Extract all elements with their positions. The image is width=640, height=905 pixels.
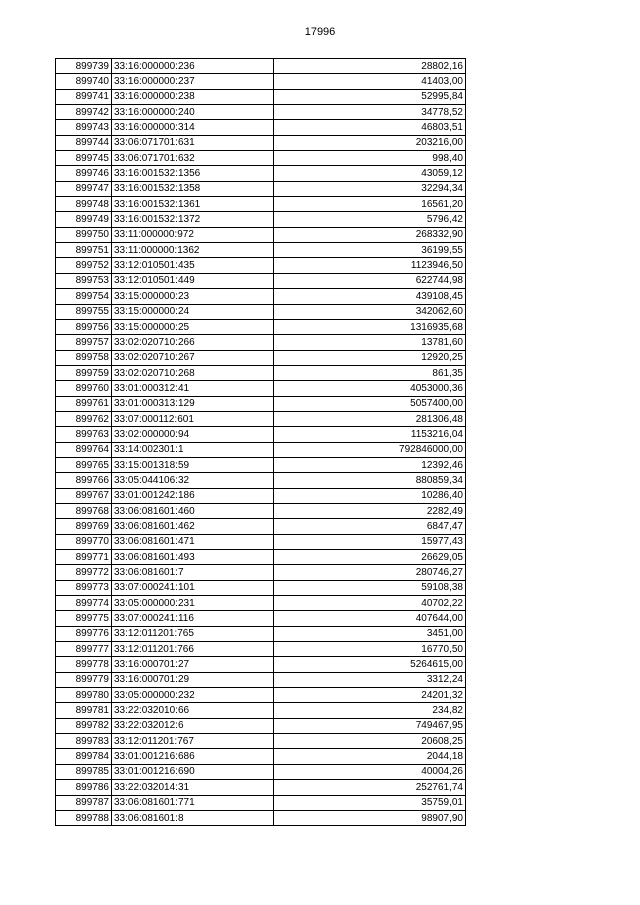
row-number-cell: 899788 — [56, 810, 112, 825]
table-row — [56, 795, 466, 810]
cadastral-value-cell: 234,82 — [274, 703, 466, 718]
cadastral-value-cell: 59108,38 — [274, 580, 466, 595]
table-row — [56, 764, 466, 779]
row-number-cell: 899747 — [56, 181, 112, 196]
cadastral-value-cell: 4053000,36 — [274, 381, 466, 396]
table-row — [56, 519, 466, 534]
cadastral-value-cell: 1153216,04 — [274, 427, 466, 442]
cadastral-number-cell: 33:22:032012:6 — [112, 718, 274, 733]
table-body — [56, 59, 466, 826]
table-row — [56, 289, 466, 304]
cadastral-number-cell: 33:02:020710:266 — [112, 335, 274, 350]
row-number-cell: 899762 — [56, 411, 112, 426]
cadastral-number-cell: 33:06:071701:632 — [112, 151, 274, 166]
row-number-cell: 899740 — [56, 74, 112, 89]
cadastral-value-cell: 622744,98 — [274, 273, 466, 288]
row-number-cell: 899743 — [56, 120, 112, 135]
table-row — [56, 59, 466, 74]
table-row — [56, 550, 466, 565]
cadastral-number-cell: 33:06:081601:7 — [112, 565, 274, 580]
cadastral-value-cell: 998,40 — [274, 151, 466, 166]
cadastral-value-cell: 5796,42 — [274, 212, 466, 227]
cadastral-number-cell: 33:02:020710:268 — [112, 365, 274, 380]
table-row — [56, 749, 466, 764]
cadastral-number-cell: 33:01:000313:129 — [112, 396, 274, 411]
table-row — [56, 273, 466, 288]
table-row — [56, 243, 466, 258]
table-row — [56, 703, 466, 718]
cadastral-value-cell: 5264615,00 — [274, 657, 466, 672]
cadastral-value-cell: 40004,26 — [274, 764, 466, 779]
cadastral-number-cell: 33:05:000000:231 — [112, 596, 274, 611]
cadastral-value-cell: 280746,27 — [274, 565, 466, 580]
table-row — [56, 151, 466, 166]
cadastral-value-cell: 3312,24 — [274, 672, 466, 687]
cadastral-value-cell: 10286,40 — [274, 488, 466, 503]
table-row — [56, 135, 466, 150]
cadastral-number-cell: 33:15:000000:25 — [112, 319, 274, 334]
table-row — [56, 89, 466, 104]
row-number-cell: 899761 — [56, 396, 112, 411]
cadastral-number-cell: 33:06:081601:471 — [112, 534, 274, 549]
table-row — [56, 457, 466, 472]
cadastral-value-cell: 34778,52 — [274, 105, 466, 120]
cadastral-number-cell: 33:06:081601:493 — [112, 550, 274, 565]
table-row — [56, 488, 466, 503]
table-row — [56, 565, 466, 580]
row-number-cell: 899744 — [56, 135, 112, 150]
cadastral-number-cell: 33:16:000000:238 — [112, 89, 274, 104]
table-row — [56, 718, 466, 733]
page-number: 17996 — [304, 26, 336, 38]
table-row — [56, 503, 466, 518]
table-row — [56, 120, 466, 135]
cadastral-number-cell: 33:06:081601:771 — [112, 795, 274, 810]
cadastral-number-cell: 33:01:001242:186 — [112, 488, 274, 503]
cadastral-number-cell: 33:16:001532:1372 — [112, 212, 274, 227]
cadastral-number-cell: 33:12:011201:766 — [112, 642, 274, 657]
row-number-cell: 899750 — [56, 227, 112, 242]
row-number-cell: 899773 — [56, 580, 112, 595]
table-row — [56, 105, 466, 120]
cadastral-number-cell: 33:16:000000:236 — [112, 59, 274, 74]
table-row — [56, 335, 466, 350]
row-number-cell: 899771 — [56, 550, 112, 565]
cadastral-number-cell: 33:16:000701:27 — [112, 657, 274, 672]
cadastral-value-cell: 252761,74 — [274, 780, 466, 795]
row-number-cell: 899748 — [56, 197, 112, 212]
table-row — [56, 611, 466, 626]
table-row — [56, 258, 466, 273]
cadastral-value-cell: 36199,55 — [274, 243, 466, 258]
row-number-cell: 899755 — [56, 304, 112, 319]
table-row — [56, 442, 466, 457]
row-number-cell: 899782 — [56, 718, 112, 733]
cadastral-value-cell: 2044,18 — [274, 749, 466, 764]
cadastral-number-cell: 33:06:081601:462 — [112, 519, 274, 534]
cadastral-value-cell: 16770,50 — [274, 642, 466, 657]
table-row — [56, 212, 466, 227]
table-row — [56, 626, 466, 641]
row-number-cell: 899751 — [56, 243, 112, 258]
table-row — [56, 227, 466, 242]
row-number-cell: 899745 — [56, 151, 112, 166]
cadastral-number-cell: 33:16:000000:240 — [112, 105, 274, 120]
table-row — [56, 473, 466, 488]
cadastral-value-cell: 13781,60 — [274, 335, 466, 350]
table-row — [56, 810, 466, 825]
table-row — [56, 381, 466, 396]
cadastral-value-cell: 6847,47 — [274, 519, 466, 534]
row-number-cell: 899763 — [56, 427, 112, 442]
cadastral-value-cell: 749467,95 — [274, 718, 466, 733]
cadastral-number-cell: 33:16:001532:1356 — [112, 166, 274, 181]
row-number-cell: 899758 — [56, 350, 112, 365]
cadastral-value-cell: 203216,00 — [274, 135, 466, 150]
cadastral-value-cell: 1316935,68 — [274, 319, 466, 334]
cadastral-number-cell: 33:01:000312:41 — [112, 381, 274, 396]
table-row — [56, 534, 466, 549]
row-number-cell: 899754 — [56, 289, 112, 304]
row-number-cell: 899759 — [56, 365, 112, 380]
cadastral-value-cell: 1123946,50 — [274, 258, 466, 273]
row-number-cell: 899757 — [56, 335, 112, 350]
cadastral-number-cell: 33:07:000241:116 — [112, 611, 274, 626]
table-row — [56, 396, 466, 411]
cadastral-value-cell: 35759,01 — [274, 795, 466, 810]
cadastral-value-cell: 439108,45 — [274, 289, 466, 304]
cadastral-number-cell: 33:12:011201:765 — [112, 626, 274, 641]
row-number-cell: 899765 — [56, 457, 112, 472]
cadastral-value-cell: 32294,34 — [274, 181, 466, 196]
cadastral-number-cell: 33:15:001318:59 — [112, 457, 274, 472]
cadastral-value-cell: 281306,48 — [274, 411, 466, 426]
cadastral-number-cell: 33:16:000000:314 — [112, 120, 274, 135]
row-number-cell: 899779 — [56, 672, 112, 687]
cadastral-value-cell: 5057400,00 — [274, 396, 466, 411]
table-row — [56, 319, 466, 334]
table-row — [56, 350, 466, 365]
row-number-cell: 899778 — [56, 657, 112, 672]
cadastral-value-cell: 52995,84 — [274, 89, 466, 104]
table-row — [56, 197, 466, 212]
table-row — [56, 672, 466, 687]
table-row — [56, 657, 466, 672]
cadastral-number-cell: 33:16:000701:29 — [112, 672, 274, 687]
table-row — [56, 427, 466, 442]
cadastral-value-cell: 342062,60 — [274, 304, 466, 319]
row-number-cell: 899787 — [56, 795, 112, 810]
row-number-cell: 899774 — [56, 596, 112, 611]
cadastral-value-cell: 16561,20 — [274, 197, 466, 212]
cadastral-value-cell: 268332,90 — [274, 227, 466, 242]
row-number-cell: 899786 — [56, 780, 112, 795]
cadastral-number-cell: 33:22:032010:66 — [112, 703, 274, 718]
cadastral-value-cell: 407644,00 — [274, 611, 466, 626]
cadastral-value-cell: 12920,25 — [274, 350, 466, 365]
cadastral-value-cell: 98907,90 — [274, 810, 466, 825]
cadastral-value-cell: 26629,05 — [274, 550, 466, 565]
cadastral-value-cell: 40702,22 — [274, 596, 466, 611]
row-number-cell: 899741 — [56, 89, 112, 104]
cadastral-value-cell: 3451,00 — [274, 626, 466, 641]
row-number-cell: 899756 — [56, 319, 112, 334]
row-number-cell: 899760 — [56, 381, 112, 396]
cadastral-value-cell: 12392,46 — [274, 457, 466, 472]
table-row — [56, 304, 466, 319]
row-number-cell: 899784 — [56, 749, 112, 764]
row-number-cell: 899775 — [56, 611, 112, 626]
cadastral-number-cell: 33:15:000000:23 — [112, 289, 274, 304]
row-number-cell: 899780 — [56, 688, 112, 703]
cadastral-number-cell: 33:07:000112:601 — [112, 411, 274, 426]
row-number-cell: 899739 — [56, 59, 112, 74]
row-number-cell: 899764 — [56, 442, 112, 457]
table-row — [56, 365, 466, 380]
cadastral-value-cell: 792846000,00 — [274, 442, 466, 457]
row-number-cell: 899752 — [56, 258, 112, 273]
table-row — [56, 74, 466, 89]
cadastral-value-cell: 861,35 — [274, 365, 466, 380]
row-number-cell: 899746 — [56, 166, 112, 181]
row-number-cell: 899776 — [56, 626, 112, 641]
table-row — [56, 411, 466, 426]
cadastral-number-cell: 33:22:032014:31 — [112, 780, 274, 795]
row-number-cell: 899766 — [56, 473, 112, 488]
cadastral-number-cell: 33:05:044106:32 — [112, 473, 274, 488]
cadastral-value-cell: 46803,51 — [274, 120, 466, 135]
cadastral-number-cell: 33:16:001532:1361 — [112, 197, 274, 212]
row-number-cell: 899781 — [56, 703, 112, 718]
row-number-cell: 899753 — [56, 273, 112, 288]
cadastral-number-cell: 33:02:020710:267 — [112, 350, 274, 365]
row-number-cell: 899783 — [56, 734, 112, 749]
cadastral-value-cell: 2282,49 — [274, 503, 466, 518]
row-number-cell: 899768 — [56, 503, 112, 518]
row-number-cell: 899767 — [56, 488, 112, 503]
cadastral-value-cell: 15977,43 — [274, 534, 466, 549]
cadastral-number-cell: 33:06:081601:460 — [112, 503, 274, 518]
cadastral-value-cell: 41403,00 — [274, 74, 466, 89]
row-number-cell: 899749 — [56, 212, 112, 227]
table-row — [56, 181, 466, 196]
row-number-cell: 899770 — [56, 534, 112, 549]
cadastral-value-cell: 880859,34 — [274, 473, 466, 488]
cadastral-number-cell: 33:15:000000:24 — [112, 304, 274, 319]
cadastral-value-table — [55, 58, 466, 826]
cadastral-number-cell: 33:06:081601:8 — [112, 810, 274, 825]
cadastral-number-cell: 33:06:071701:631 — [112, 135, 274, 150]
cadastral-number-cell: 33:16:000000:237 — [112, 74, 274, 89]
table-row — [56, 780, 466, 795]
cadastral-number-cell: 33:14:002301:1 — [112, 442, 274, 457]
table-row — [56, 688, 466, 703]
cadastral-number-cell: 33:12:011201:767 — [112, 734, 274, 749]
cadastral-number-cell: 33:01:001216:690 — [112, 764, 274, 779]
table-row — [56, 734, 466, 749]
row-number-cell: 899769 — [56, 519, 112, 534]
cadastral-number-cell: 33:07:000241:101 — [112, 580, 274, 595]
cadastral-number-cell: 33:05:000000:232 — [112, 688, 274, 703]
row-number-cell: 899785 — [56, 764, 112, 779]
row-number-cell: 899772 — [56, 565, 112, 580]
cadastral-number-cell: 33:02:000000:94 — [112, 427, 274, 442]
cadastral-value-cell: 24201,32 — [274, 688, 466, 703]
cadastral-value-cell: 20608,25 — [274, 734, 466, 749]
cadastral-number-cell: 33:11:000000:1362 — [112, 243, 274, 258]
cadastral-number-cell: 33:01:001216:686 — [112, 749, 274, 764]
table-row — [56, 166, 466, 181]
row-number-cell: 899777 — [56, 642, 112, 657]
table-row — [56, 596, 466, 611]
cadastral-value-cell: 43059,12 — [274, 166, 466, 181]
cadastral-number-cell: 33:11:000000:972 — [112, 227, 274, 242]
cadastral-number-cell: 33:12:010501:435 — [112, 258, 274, 273]
row-number-cell: 899742 — [56, 105, 112, 120]
table-row — [56, 642, 466, 657]
cadastral-number-cell: 33:16:001532:1358 — [112, 181, 274, 196]
cadastral-value-cell: 28802,16 — [274, 59, 466, 74]
table-row — [56, 580, 466, 595]
cadastral-number-cell: 33:12:010501:449 — [112, 273, 274, 288]
